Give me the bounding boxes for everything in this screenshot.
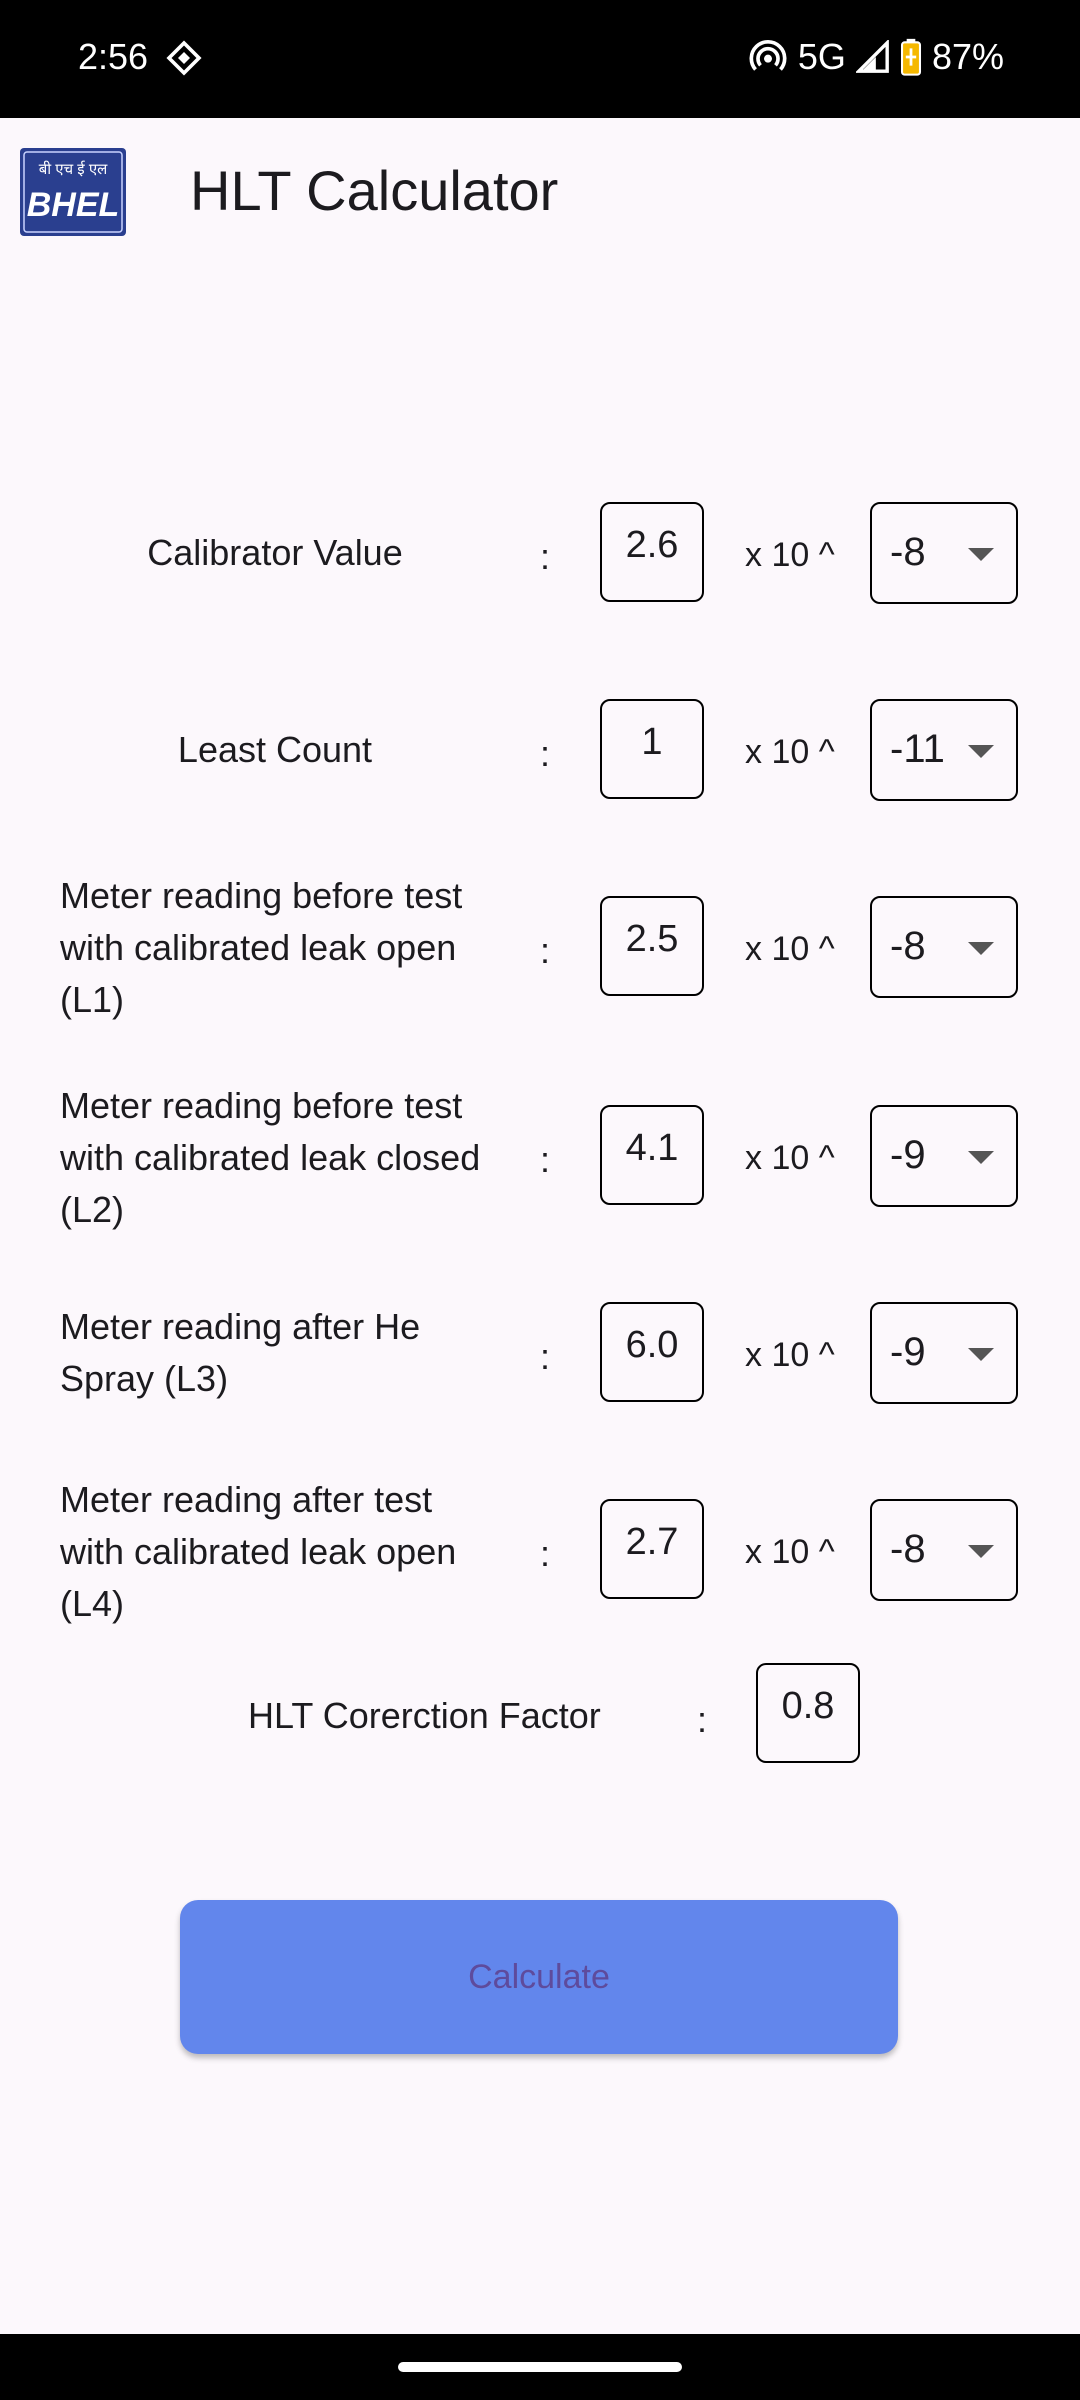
least-count-exponent-dropdown[interactable] bbox=[870, 699, 1018, 801]
navigation-diamond-icon bbox=[166, 40, 202, 76]
colon: : bbox=[540, 1533, 551, 1574]
multiplier-label: x 10 ^ bbox=[745, 1533, 835, 1571]
multiplier-label: x 10 ^ bbox=[745, 1139, 835, 1177]
battery-percent: 87% bbox=[931, 36, 1004, 77]
calibrator-value-input[interactable]: 2.6 bbox=[600, 502, 704, 602]
dropdown-arrow-icon bbox=[968, 745, 994, 758]
selected-exponent: -8 bbox=[890, 924, 926, 968]
least-count-input[interactable]: 1 bbox=[600, 699, 704, 799]
l3-exponent-dropdown[interactable] bbox=[870, 1302, 1018, 1404]
multiplier-label: x 10 ^ bbox=[745, 733, 835, 771]
l2-input[interactable]: 4.1 bbox=[600, 1105, 704, 1205]
dropdown-arrow-icon bbox=[968, 1545, 994, 1558]
selected-exponent: -9 bbox=[890, 1133, 926, 1177]
calibrator-value-label: Calibrator Value bbox=[147, 532, 403, 573]
colon: : bbox=[540, 733, 551, 774]
multiplier-label: x 10 ^ bbox=[745, 536, 835, 574]
l2-label: Meter reading before test with calibrated leak closed (L2) bbox=[60, 1085, 481, 1230]
status-bar bbox=[0, 0, 1080, 118]
status-right bbox=[748, 36, 1004, 78]
svg-text:BHEL: BHEL bbox=[26, 186, 120, 224]
colon: : bbox=[540, 1139, 551, 1180]
least-count-label: Least Count bbox=[177, 729, 373, 770]
app-bar bbox=[0, 118, 1080, 266]
l1-label: Meter reading before test with calibrated leak open (L1) bbox=[60, 875, 463, 1020]
bhel-logo bbox=[20, 148, 126, 236]
l4-exponent-dropdown[interactable] bbox=[870, 1499, 1018, 1601]
network-type: 5G bbox=[797, 36, 846, 77]
hotspot-icon bbox=[748, 37, 788, 77]
colon: : bbox=[697, 1699, 708, 1740]
l2-exponent-dropdown[interactable] bbox=[870, 1105, 1018, 1207]
app-title: HLT Calculator bbox=[190, 159, 559, 222]
correction-factor-label: HLT Corerction Factor bbox=[248, 1695, 601, 1736]
svg-text:बी एच ई एल: बी एच ई एल bbox=[38, 161, 108, 178]
l1-exponent-dropdown[interactable] bbox=[870, 896, 1018, 998]
colon: : bbox=[540, 1336, 551, 1377]
battery-icon bbox=[900, 38, 922, 76]
selected-exponent: -11 bbox=[890, 727, 945, 771]
colon: : bbox=[540, 930, 551, 971]
dropdown-arrow-icon bbox=[968, 1348, 994, 1361]
selected-exponent: -9 bbox=[890, 1330, 926, 1374]
dropdown-arrow-icon bbox=[968, 548, 994, 561]
l4-label: Meter reading after test with calibrated leak open (L4) bbox=[60, 1479, 457, 1624]
l4-input[interactable]: 2.7 bbox=[600, 1499, 704, 1599]
selected-exponent: -8 bbox=[890, 1527, 926, 1571]
multiplier-label: x 10 ^ bbox=[745, 1336, 835, 1374]
colon: : bbox=[540, 536, 551, 577]
calibrator-exponent-dropdown[interactable] bbox=[870, 502, 1018, 604]
signal-icon bbox=[856, 40, 890, 74]
home-gesture-handle[interactable] bbox=[398, 2362, 682, 2372]
dropdown-arrow-icon bbox=[968, 942, 994, 955]
calculate-button[interactable]: Calculate bbox=[180, 1900, 898, 2054]
correction-factor-input[interactable]: 0.8 bbox=[756, 1663, 860, 1763]
l1-input[interactable]: 2.5 bbox=[600, 896, 704, 996]
l3-input[interactable]: 6.0 bbox=[600, 1302, 704, 1402]
dropdown-arrow-icon bbox=[968, 1151, 994, 1164]
status-time: 2:56 bbox=[78, 36, 149, 77]
l3-label: Meter reading after He Spray (L3) bbox=[60, 1306, 421, 1399]
multiplier-label: x 10 ^ bbox=[745, 930, 835, 968]
selected-exponent: -8 bbox=[890, 530, 926, 574]
